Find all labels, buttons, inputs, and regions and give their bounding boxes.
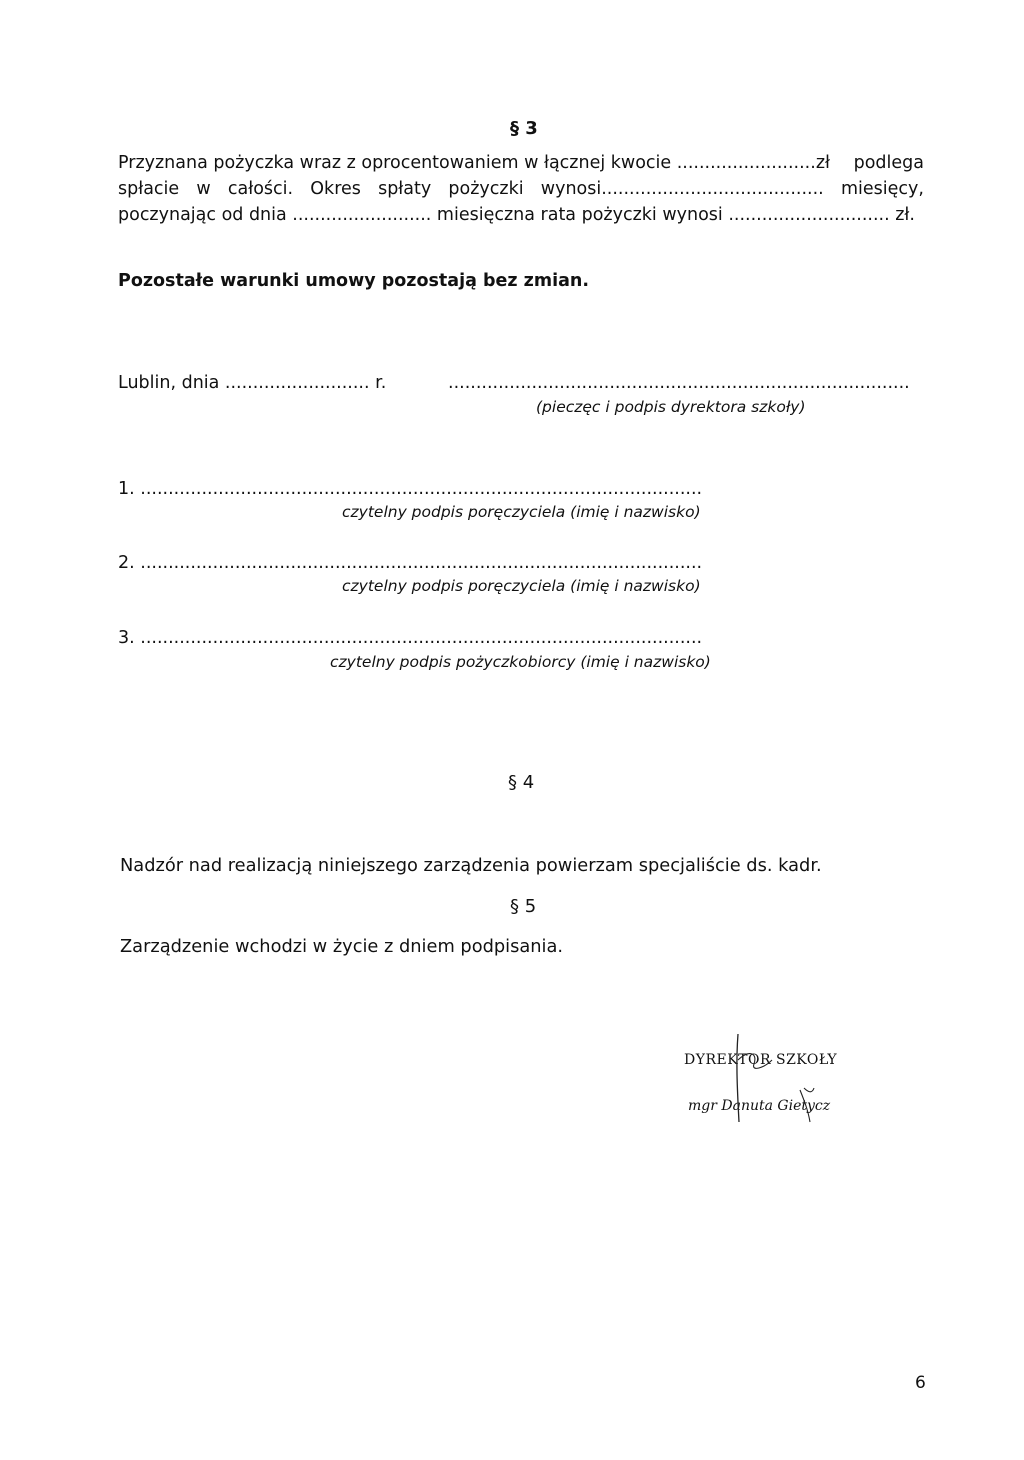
paragraph-line-2 (118, 176, 924, 202)
word: wynosi........................................ (540, 179, 824, 199)
remaining-terms-note: Pozostałe warunki umowy pozostają bez zmian. (118, 271, 589, 291)
page-number: 6 (915, 1373, 926, 1393)
section-5-text: Zarządzenie wchodzi w życie z dniem podpisania. (120, 936, 564, 957)
section-4-text: Nadzór nad realizacją niniejszego zarządzenia powierzam specjaliście ds. kadr. (120, 855, 822, 876)
director-stamp (684, 1030, 874, 1130)
director-signature-line: ................................................................................... (448, 373, 910, 393)
place-date-line: Lublin, dnia .......................... r. (118, 373, 387, 393)
borrower-caption: czytelny podpis pożyczkobiorcy (imię i nazwisko) (330, 653, 711, 671)
guarantor-2-caption: czytelny podpis poręczyciela (imię i nazwisko) (342, 577, 701, 595)
guarantor-2-signature-line: 2. ..................................................................................................... (118, 553, 703, 573)
borrower-signature-line: 3. ..................................................................................................... (118, 628, 703, 648)
word: Okres (310, 179, 361, 199)
section-5-heading: § 5 (510, 896, 537, 917)
word: spłacie (118, 179, 180, 199)
word: miesięcy, (840, 179, 924, 199)
paragraph-line-1-end: podlega (853, 153, 924, 173)
section-3-paragraph (118, 150, 924, 228)
handwritten-signature (724, 1030, 844, 1130)
stamp-title: DYREKTOR SZKOŁY (684, 1052, 838, 1068)
section-4-heading: § 4 (508, 772, 535, 793)
paragraph-line-1-text: Przyznana pożyczka wraz z oprocentowaniem w łącznej kwocie .........................zł (118, 153, 830, 173)
guarantor-1-signature-line: 1. ..................................................................................................... (118, 479, 703, 499)
word: pożyczki (448, 179, 524, 199)
word: w (196, 179, 211, 199)
director-signature-caption: (pieczęc i podpis dyrektora szkoły) (536, 398, 806, 416)
word: całości. (227, 179, 294, 199)
stamp-name: mgr Danuta Gietycz (688, 1098, 831, 1114)
paragraph-line-1 (118, 150, 924, 176)
section-3-heading: § 3 (510, 118, 538, 139)
guarantor-1-caption: czytelny podpis poręczyciela (imię i nazwisko) (342, 503, 701, 521)
word: spłaty (378, 179, 432, 199)
paragraph-line-3: poczynając od dnia ......................... miesięczna rata pożyczki wynosi ............................. zł. (118, 205, 915, 225)
